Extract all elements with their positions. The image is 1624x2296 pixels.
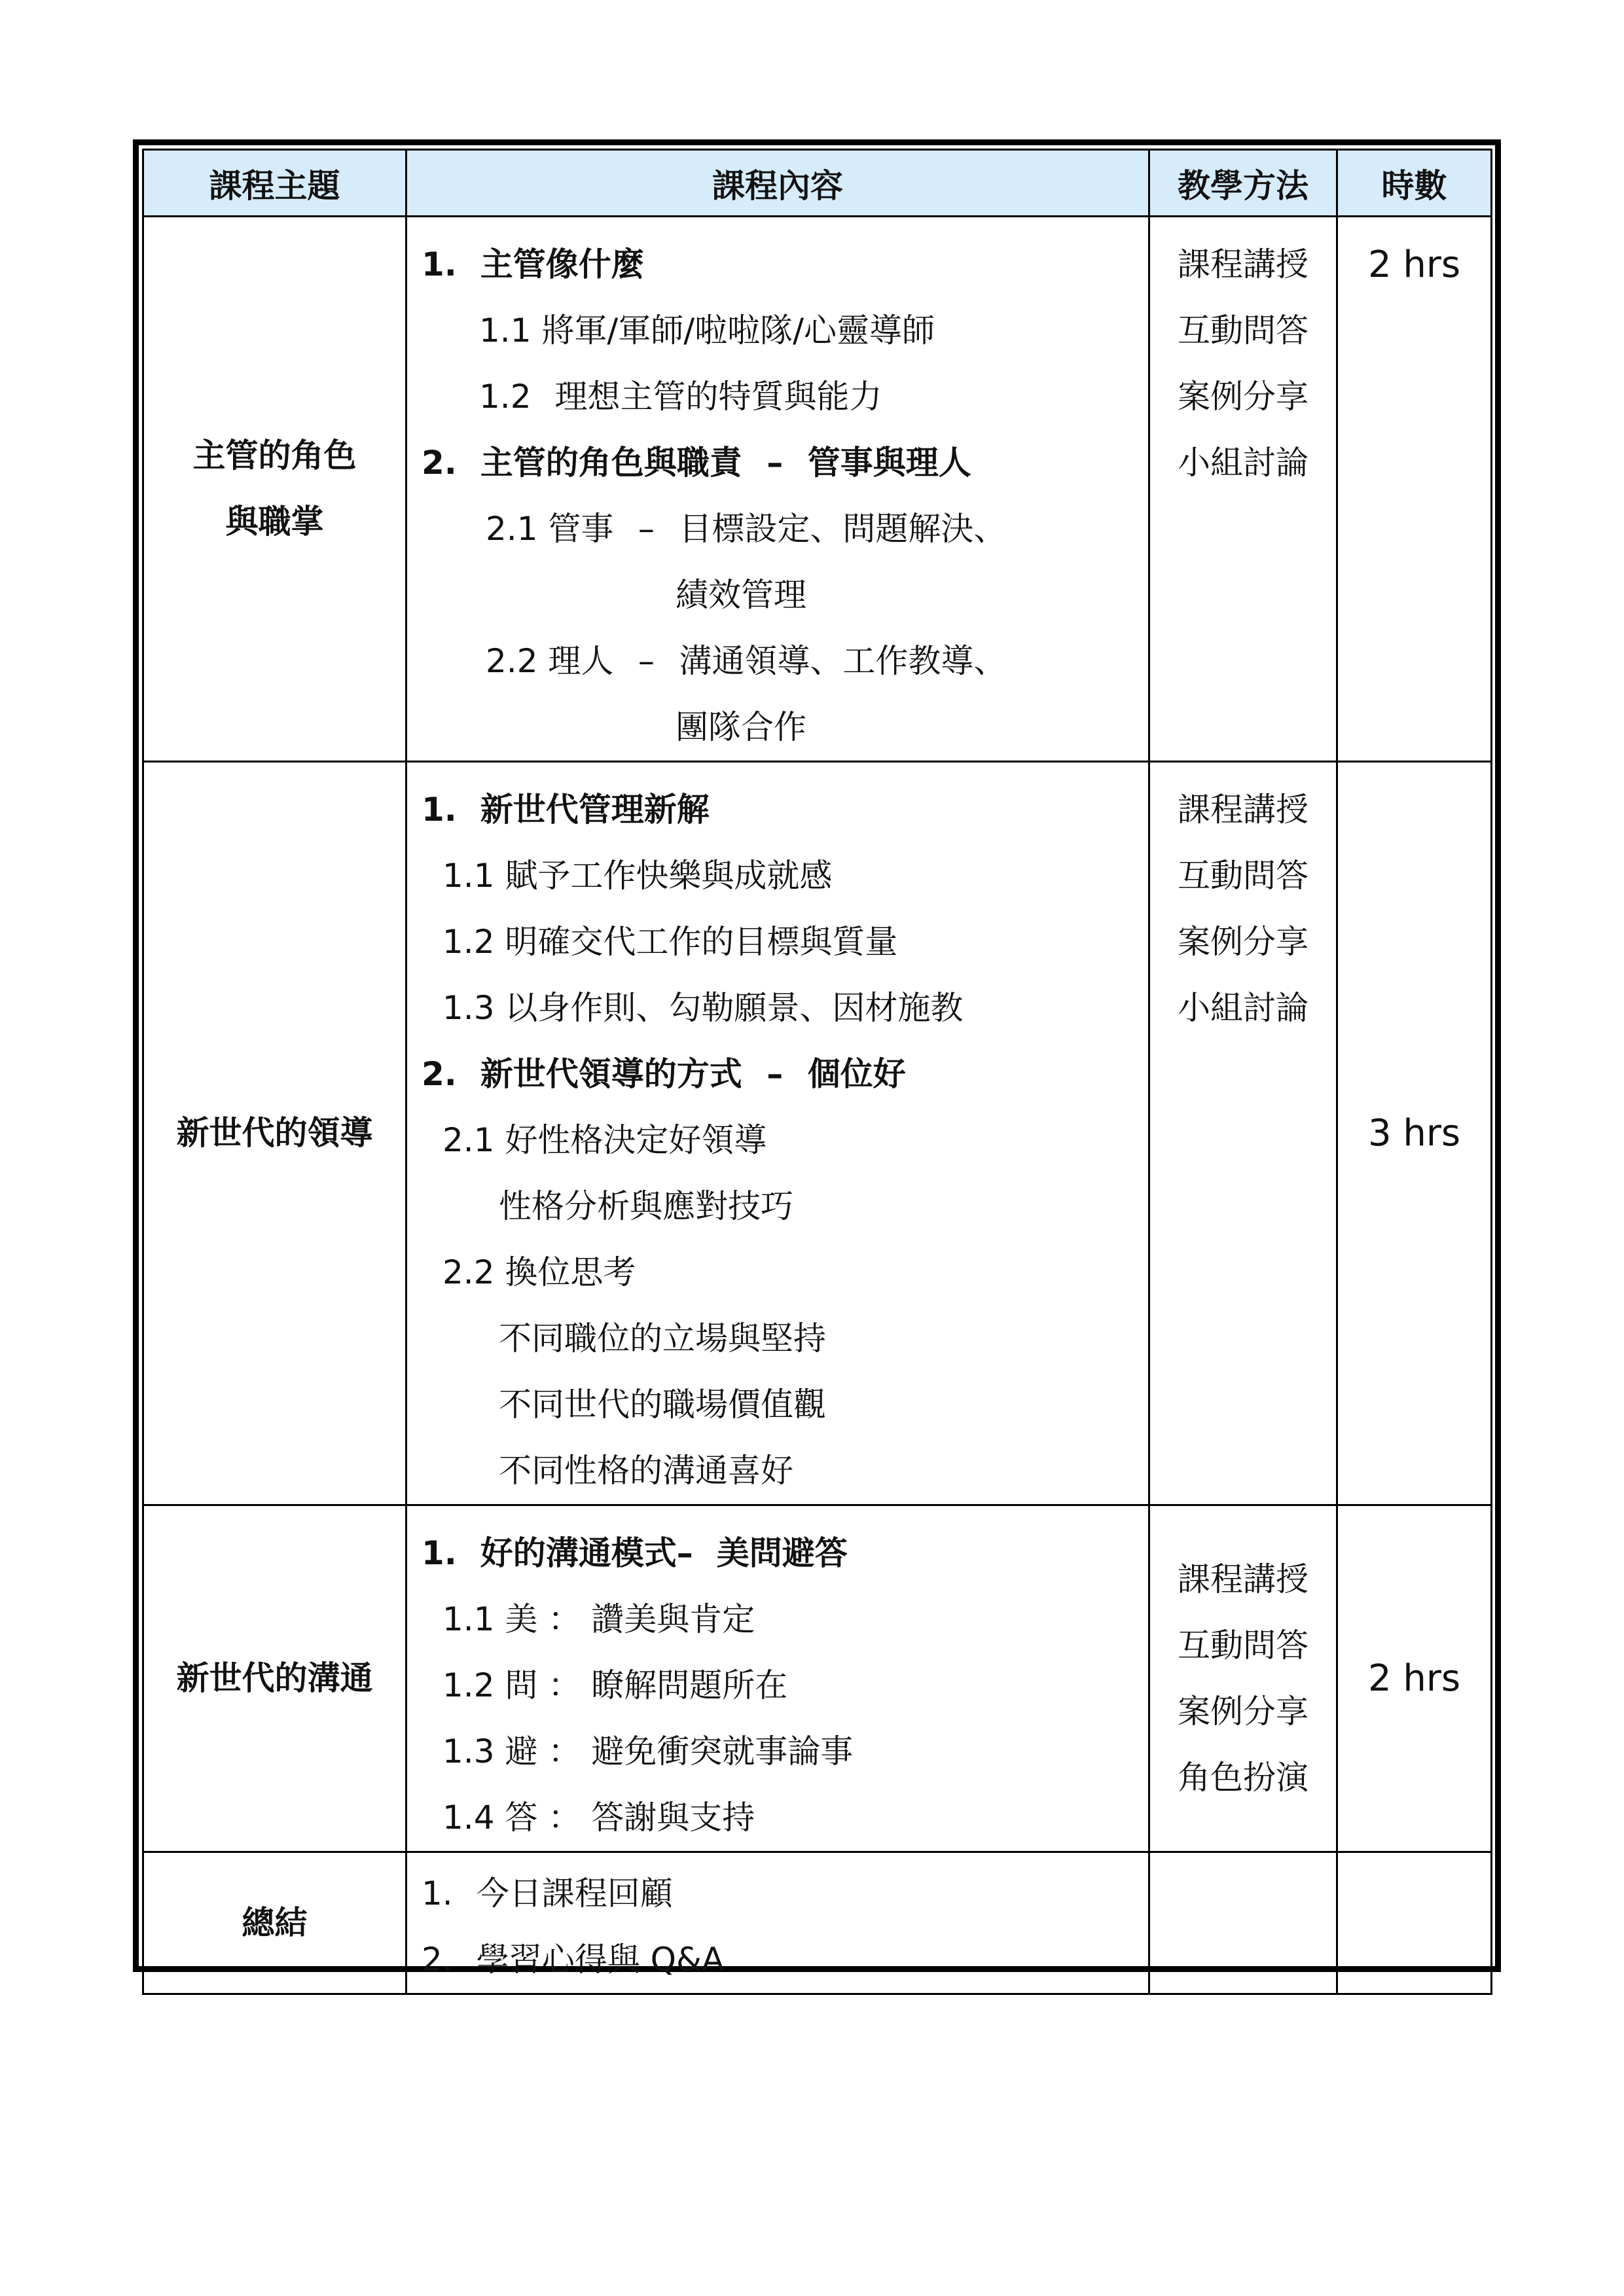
content-line: 1.2 理想主管的特質與能力 bbox=[479, 378, 882, 416]
hours-cell bbox=[1337, 1852, 1492, 1994]
course-table-frame bbox=[133, 139, 1501, 1979]
hours-cell bbox=[1337, 217, 1492, 762]
table-row bbox=[143, 1852, 1492, 1994]
hours-value bbox=[1338, 1867, 1490, 1933]
header-content: 課程內容 bbox=[406, 150, 1149, 217]
method-item: 案例分享 bbox=[1178, 1692, 1308, 1731]
content-heading: 1. 好的溝通模式– 美問避答 bbox=[422, 1534, 848, 1572]
method-item: 案例分享 bbox=[1178, 923, 1308, 961]
content-heading: 2. 新世代領導的方式 – 個位好 bbox=[422, 1055, 906, 1093]
topic-line: 主管的角色 bbox=[192, 437, 357, 475]
content-line: 1.2 問 ： 瞭解問題所在 bbox=[442, 1666, 788, 1704]
method-cell bbox=[1149, 1852, 1337, 1994]
content-line: 1.4 答 ： 答謝與支持 bbox=[442, 1799, 755, 1837]
content-line: 1.3 避 ： 避免衝突就事論事 bbox=[442, 1732, 854, 1770]
content-cell bbox=[406, 762, 1149, 1505]
topic-line: 與職掌 bbox=[225, 503, 324, 541]
method-item: 案例分享 bbox=[1178, 378, 1308, 416]
content-heading: 2. 主管的角色與職責 – 管事與理人 bbox=[422, 444, 971, 482]
content-line: 不同世代的職場價值觀 bbox=[499, 1386, 826, 1424]
content-line: 1.1 將軍/軍師/啦啦隊/心靈導師 bbox=[479, 312, 935, 350]
table-row bbox=[143, 762, 1492, 1505]
hours-value: 2 hrs bbox=[1367, 243, 1461, 286]
content-cell bbox=[406, 1852, 1149, 1994]
content-cell bbox=[406, 217, 1149, 762]
topic-line: 新世代的領導 bbox=[176, 1114, 373, 1152]
hours-value: 2 hrs bbox=[1367, 1657, 1461, 1700]
course-table bbox=[142, 149, 1492, 1995]
content-line: 2. 學習心得與 Q&A bbox=[422, 1941, 725, 1979]
table-row bbox=[143, 217, 1492, 762]
method-item: 互動問答 bbox=[1178, 1626, 1308, 1664]
header-topic: 課程主題 bbox=[143, 150, 406, 217]
method-item: 課程講授 bbox=[1178, 791, 1308, 829]
content-line: 1. 今日課程回顧 bbox=[422, 1874, 673, 1912]
method-cell bbox=[1149, 762, 1337, 1505]
method-item: 小組討論 bbox=[1178, 444, 1308, 482]
method-item: 小組討論 bbox=[1178, 989, 1308, 1027]
method-item: 課程講授 bbox=[1178, 245, 1308, 283]
method-cell bbox=[1149, 1505, 1337, 1852]
header-method: 教學方法 bbox=[1149, 150, 1337, 217]
content-line: 1.2 明確交代工作的目標與質量 bbox=[442, 923, 898, 961]
content-line: 2.1 好性格決定好領導 bbox=[442, 1121, 767, 1159]
content-line: 團隊合作 bbox=[676, 708, 806, 746]
topic-cell bbox=[143, 1505, 406, 1852]
method-item: 互動問答 bbox=[1178, 312, 1308, 350]
topic-cell bbox=[143, 762, 406, 1505]
method-item: 角色扮演 bbox=[1178, 1758, 1308, 1797]
header-row bbox=[143, 150, 1492, 217]
topic-line: 總結 bbox=[242, 1903, 308, 1942]
content-line: 績效管理 bbox=[676, 576, 806, 614]
method-cell bbox=[1149, 217, 1337, 762]
method-item: 課程講授 bbox=[1178, 1560, 1308, 1598]
hours-cell bbox=[1337, 1505, 1492, 1852]
content-line: 2.2 換位思考 bbox=[442, 1253, 636, 1291]
content-heading: 1. 新世代管理新解 bbox=[422, 791, 710, 829]
hours-cell bbox=[1337, 762, 1492, 1505]
content-cell bbox=[406, 1505, 1149, 1852]
method-item: 互動問答 bbox=[1178, 857, 1308, 895]
topic-cell bbox=[143, 1852, 406, 1994]
content-line: 性格分析與應對技巧 bbox=[499, 1187, 793, 1225]
content-line: 不同性格的溝通喜好 bbox=[499, 1452, 793, 1490]
hours-value: 3 hrs bbox=[1367, 1112, 1461, 1155]
topic-cell bbox=[143, 217, 406, 762]
content-line: 2.2 理人 – 溝通領導、工作教導、 bbox=[486, 642, 1007, 680]
header-hours: 時數 bbox=[1337, 150, 1492, 217]
content-line: 1.3 以身作則、勾勒願景、因材施教 bbox=[442, 989, 964, 1027]
content-line: 2.1 管事 – 目標設定、問題解決、 bbox=[486, 510, 1007, 548]
content-heading: 1. 主管像什麼 bbox=[422, 245, 644, 283]
content-line: 1.1 美 ： 讚美與肯定 bbox=[442, 1600, 755, 1638]
table-row bbox=[143, 1505, 1492, 1852]
content-line: 不同職位的立場與堅持 bbox=[499, 1319, 826, 1357]
content-line: 1.1 賦予工作快樂與成就感 bbox=[442, 857, 833, 895]
topic-line: 新世代的溝通 bbox=[176, 1659, 373, 1697]
